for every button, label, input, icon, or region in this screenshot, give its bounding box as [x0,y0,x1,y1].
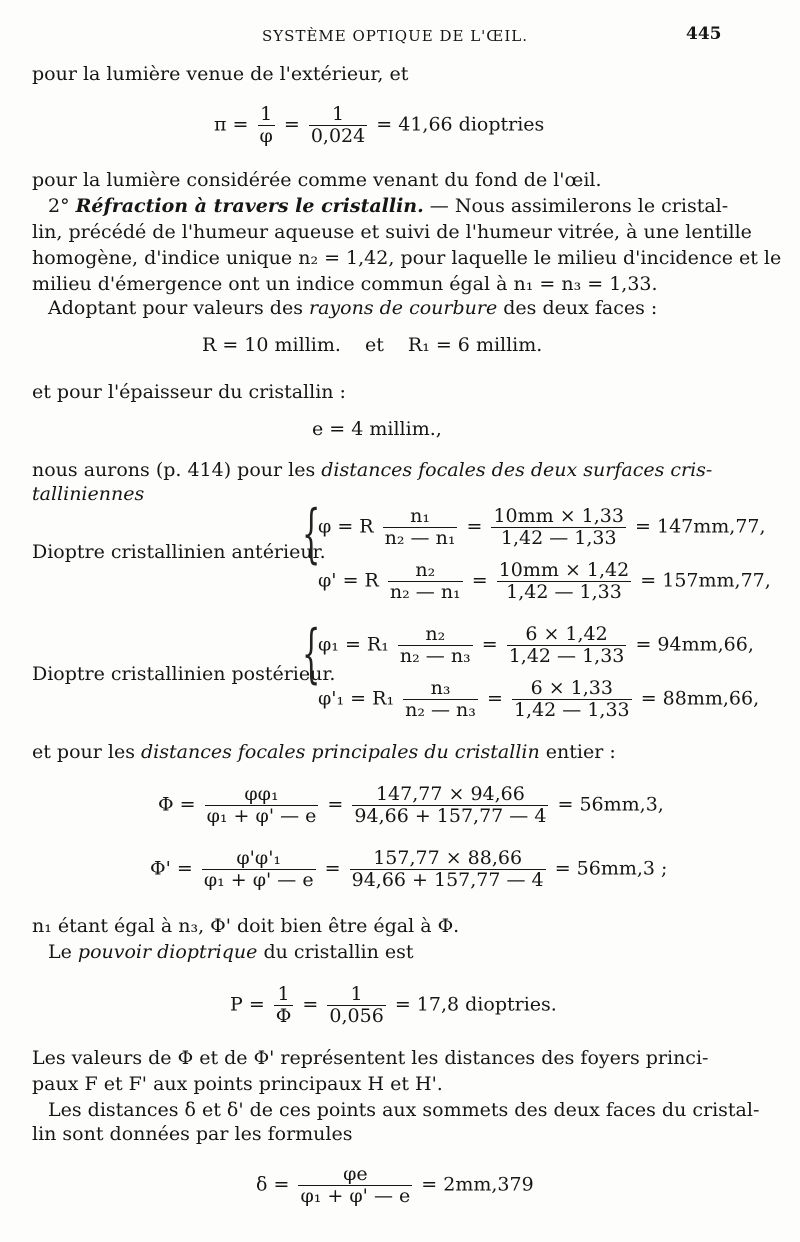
fraction [258,104,275,147]
fraction [309,104,367,147]
formula-pi [214,104,544,147]
denominator: 1,42 — 1,33 [513,699,630,721]
formula-Phi [158,784,664,827]
equals: = [302,993,319,1016]
fraction [298,1164,412,1207]
text-line [32,740,616,764]
denominator: 1,42 — 1,33 [508,645,625,667]
numerator: 1 [327,984,385,1006]
numerator: 147,77 × 94,66 [352,784,548,806]
text-run: nous aurons (p. 414) pour les [32,459,322,481]
fraction [327,984,385,1027]
numerator: n₃ [403,678,478,700]
numerator: 157,77 × 88,66 [350,848,546,870]
formula-rhs: = 88mm,66, [640,687,760,710]
formula-rhs: = 2mm,379 [421,1173,534,1196]
numerator: 1 [309,104,367,126]
formula-part: R₁ = 6 millim. [407,334,543,356]
text-line: paux F et F' aux points principaux H et H'. [32,1073,443,1095]
fraction [388,560,463,603]
fraction [398,624,473,667]
formula-rhs: = 41,66 dioptries [376,113,545,136]
formula-rhs: = 147mm,77, [635,515,766,538]
text-line: Les distances δ et δ' de ces points aux sommets des deux faces du cristal- [48,1099,760,1121]
fraction [491,506,626,549]
text-run: homogène, d'indice unique [32,247,299,269]
text-line: pour la lumière venue de l'extérieur, et [32,63,409,85]
numerator: 10mm × 1,42 [498,559,630,581]
label-anterior: Dioptre cristallinien antérieur. [32,541,326,563]
fraction [202,848,316,891]
formula-thickness: e = 4 millim., [312,418,442,440]
section-number: 2° [48,195,76,217]
text-italic: pouvoir dioptrique [77,941,258,963]
numerator: φ'φ'₁ [202,848,316,870]
denominator: n₂ — n₁ [384,527,456,549]
denominator: n₂ — n₃ [405,699,476,721]
formula-lhs: φ' = R [318,569,379,592]
text-line: milieu d'émergence ont un indice commun égal à n₁ = n₃ = 1,33. [32,273,658,295]
formula-phi [318,506,766,549]
fraction [512,678,632,721]
formula-lhs: φ'₁ = R₁ [318,687,395,710]
formula-rhs: = 94mm,66, [635,633,754,656]
formula-delta [256,1164,534,1207]
formula-lhs: φ₁ = R₁ [318,633,389,656]
denominator: 1,42 — 1,33 [500,527,617,549]
section-title: Réfraction à travers le cristallin. [75,195,424,217]
numerator: φφ₁ [205,784,319,806]
fraction [352,784,548,827]
text-line: talliniennes [32,483,145,505]
denominator: 1,42 — 1,33 [506,581,622,603]
formula-phi-prime [318,560,771,603]
text-run: du cristallin est [257,941,414,963]
formula-lhs: δ = [256,1173,290,1196]
numerator: n₂ [398,624,473,646]
formula-part: R = 10 millim. [202,334,341,356]
denominator: n₂ — n₁ [389,581,461,603]
formula-radii [202,334,542,356]
text-run: et pour les [32,741,141,763]
denominator: 0,024 [310,125,366,147]
text-run: des deux faces : [497,297,658,319]
equals: = [466,515,483,538]
label-posterior: Dioptre cristallinien postérieur. [32,663,336,685]
formula-lhs: π = [214,113,249,136]
text-line: et pour l'épaisseur du cristallin : [32,381,346,403]
text-run: Adoptant pour valeurs des [48,297,310,319]
brace: { [302,617,321,691]
denominator: φ [259,125,273,147]
numerator: 6 × 1,42 [507,624,627,646]
text-line: Les valeurs de Φ et de Φ' représentent les distances des foyers princi- [32,1047,709,1069]
formula-lhs: φ = R [318,515,374,538]
formula-rhs: = 56mm,3, [557,793,664,816]
section-heading-line [48,194,728,218]
text-line [32,246,781,270]
text-run: Le [48,941,78,963]
equals: = [327,793,344,816]
text-line: pour la lumière considérée comme venant du fond de l'œil. [32,169,602,191]
formula-Phi-prime [150,848,667,891]
text-line [48,940,414,964]
formula-P [230,984,557,1027]
denominator: φ₁ + φ' — e [206,805,317,827]
page-number: 445 [686,24,722,44]
denominator: φ₁ + φ' — e [300,1185,411,1207]
numerator: 10mm × 1,33 [493,505,624,527]
numerator: 6 × 1,33 [512,678,632,700]
denominator: Φ [275,1005,292,1027]
formula-part: et [364,334,384,356]
formula-rhs: = 157mm,77, [640,569,771,592]
numerator: φe [298,1164,412,1186]
fraction [383,506,458,549]
text-line: lin, précédé de l'humeur aqueuse et suivi de l'humeur vitrée, à une lentille [32,221,752,243]
brace: { [302,497,321,571]
numerator: n₁ [383,506,458,528]
numerator: 1 [274,984,294,1006]
formula-phi1 [318,624,754,667]
text-italic: distances focales principales du cristallin [141,741,540,763]
formula-rhs: = 56mm,3 ; [554,857,668,880]
denominator: φ₁ + φ' — e [203,869,314,891]
text-italic: rayons de courbure [309,297,498,319]
formula-phi1-prime [318,678,759,721]
fraction [350,848,546,891]
running-header: SYSTÈME OPTIQUE DE L'ŒIL. [262,27,529,45]
text-run: — Nous assimilerons le cristal- [423,195,729,217]
text-line [48,296,657,320]
fraction [507,624,627,667]
denominator: 94,66 + 157,77 — 4 [354,805,547,827]
denominator: 0,056 [329,1005,384,1027]
formula-lhs: Φ' = [150,857,193,880]
text-line: lin sont données par les formules [32,1123,353,1145]
fraction [274,984,294,1027]
numerator: n₂ [388,560,463,582]
text-run: entier : [539,741,616,763]
text-line: n₁ étant égal à n₃, Φ' doit bien être égal à Φ. [32,915,460,937]
denominator: n₂ — n₃ [399,645,471,667]
fraction [403,678,478,721]
text-run: n₂ = 1,42, pour laquelle le milieu d'incidence et le [298,247,782,269]
formula-lhs: Φ = [158,793,196,816]
equals: = [324,857,341,880]
formula-lhs: P = [230,993,265,1016]
denominator: 94,66 + 157,77 — 4 [351,869,544,891]
formula-rhs: = 17,8 dioptries. [394,993,557,1016]
numerator: 1 [258,104,275,126]
text-line [32,458,712,482]
fraction [497,560,632,603]
equals: = [481,633,498,656]
equals: = [471,569,488,592]
fraction [205,784,319,827]
text-italic: distances focales des deux surfaces cris- [321,459,713,481]
equals: = [283,113,300,136]
equals: = [486,687,503,710]
